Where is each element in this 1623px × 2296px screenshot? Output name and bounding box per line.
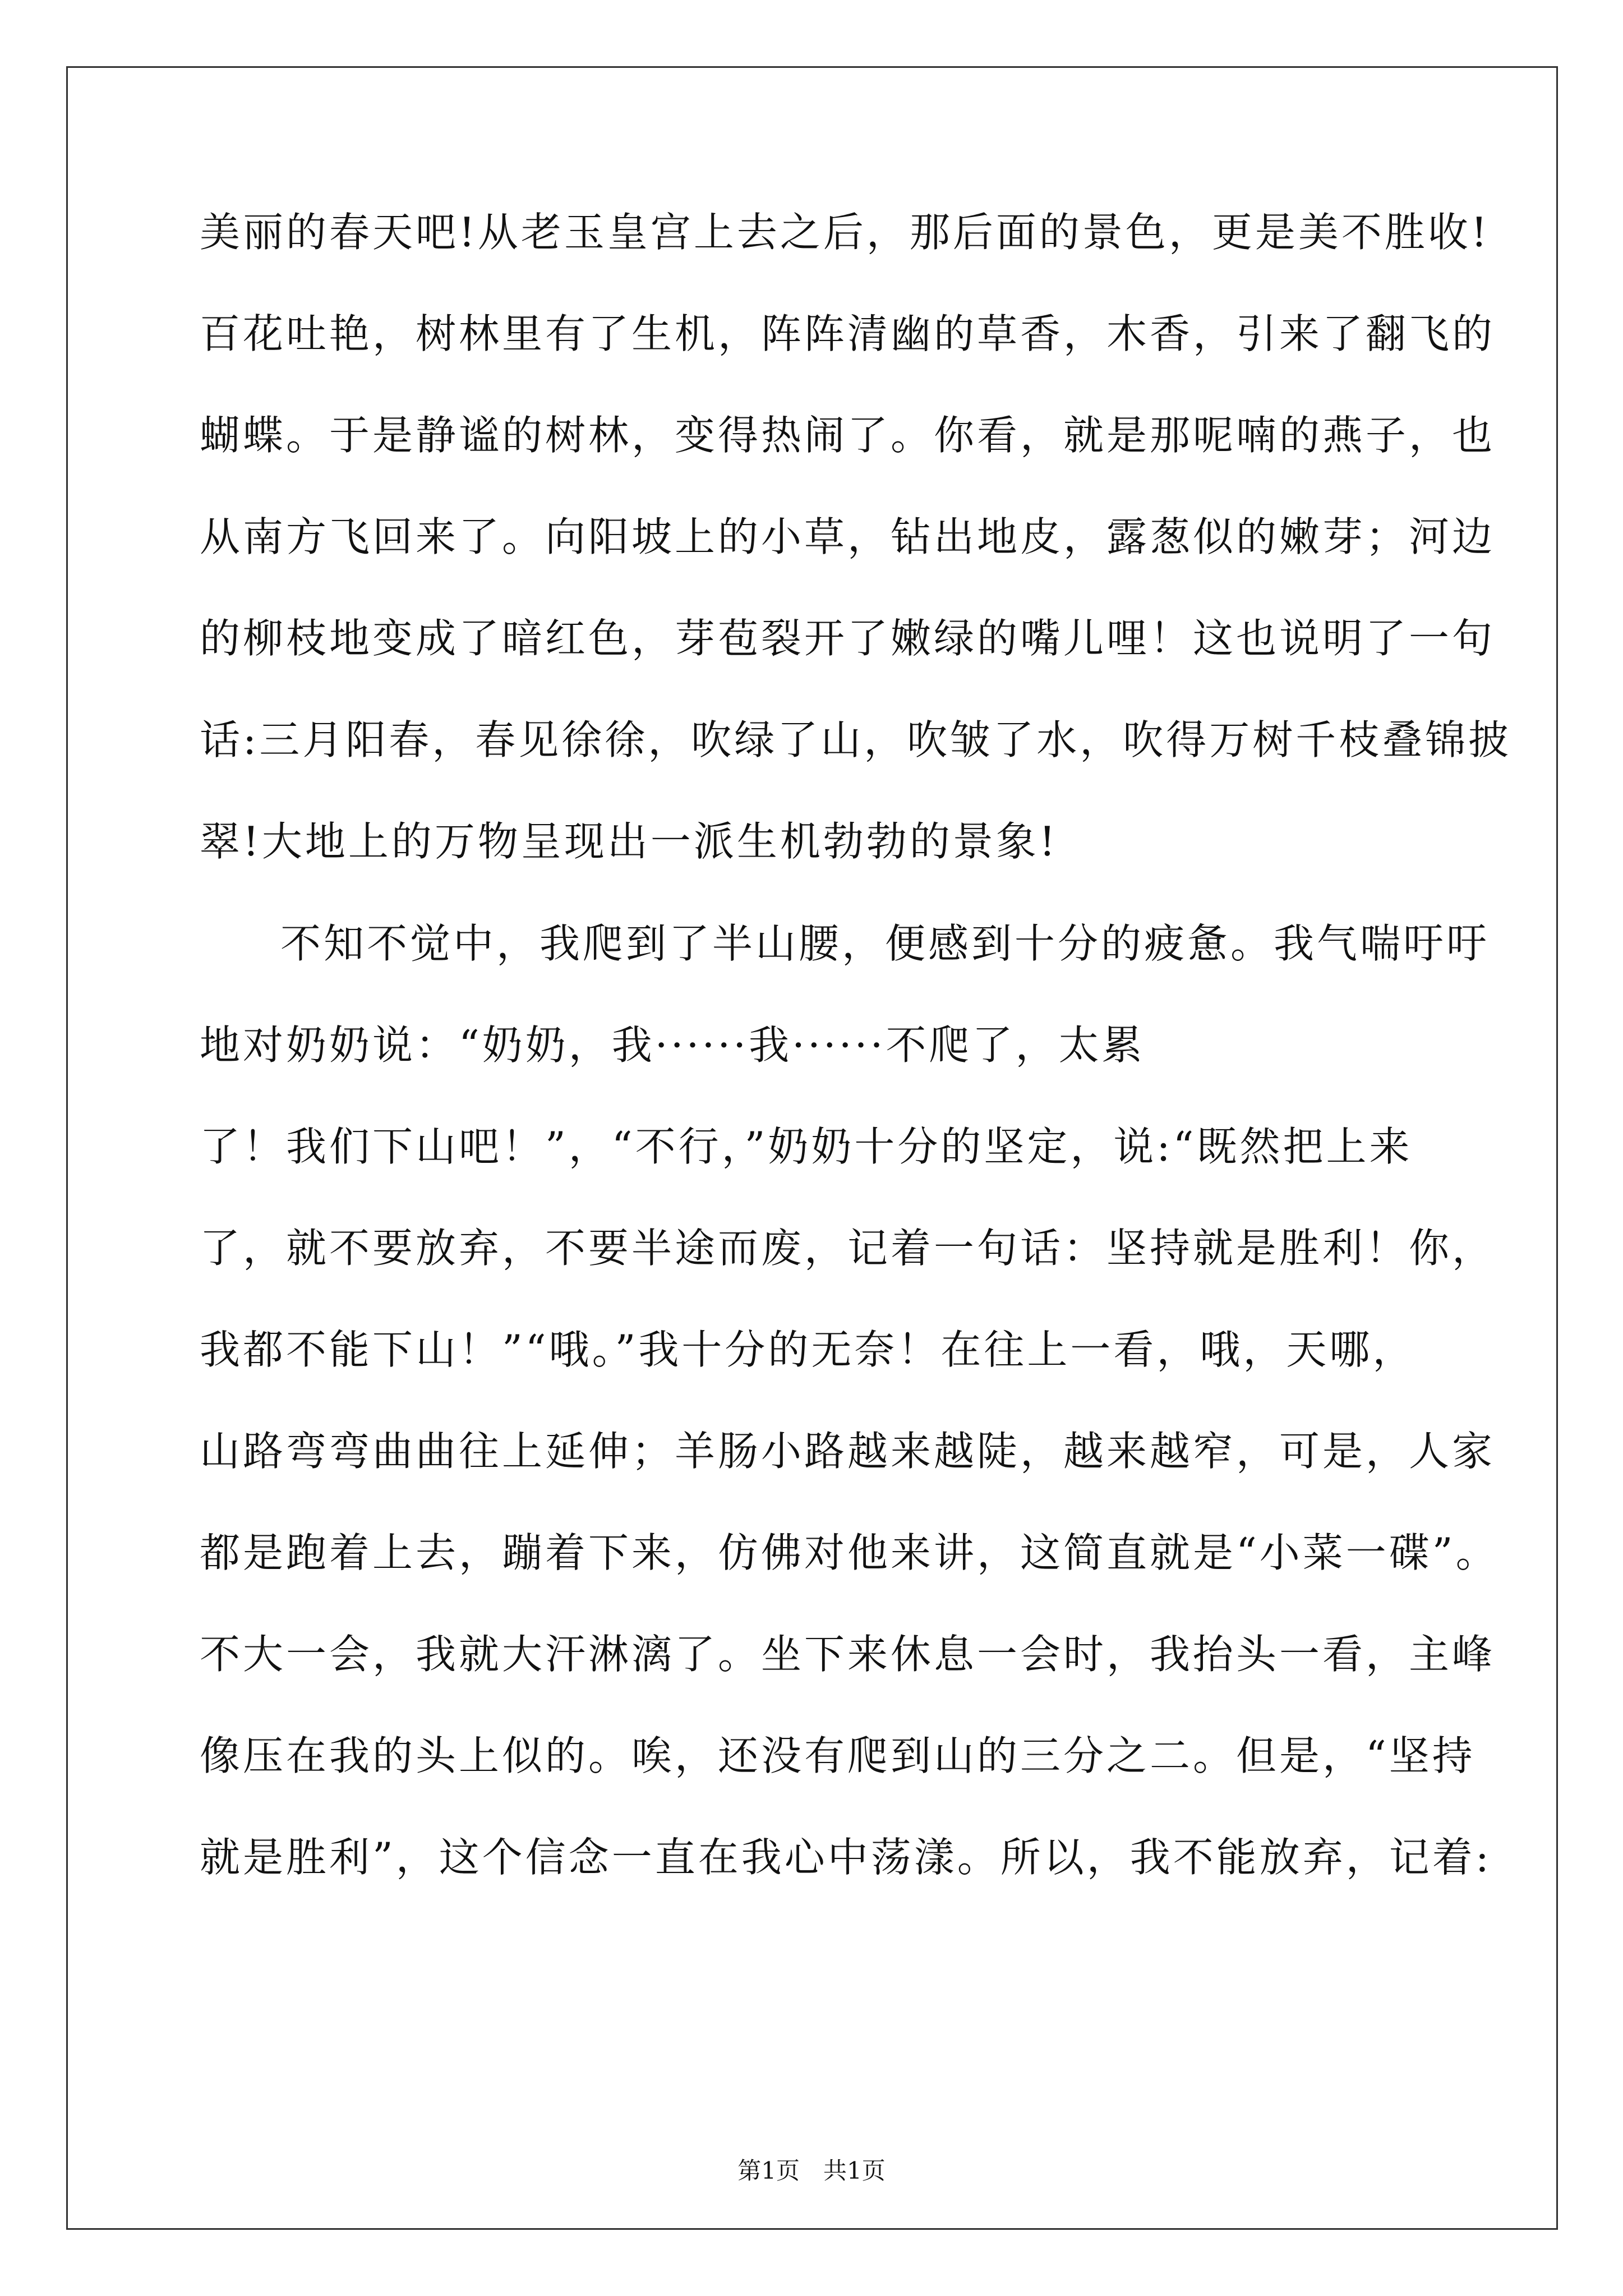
text-line: 翠!大地上的万物呈现出一派生机勃勃的景象! bbox=[200, 818, 1058, 865]
paragraph-first-line: 不知不觉中，我爬到了半山腰，便感到十分的疲惫。我气喘吁吁 bbox=[280, 920, 1490, 967]
text-line: 的柳枝地变成了暗红色，芽苞裂开了嫩绿的嘴儿哩！这也说明了一句 bbox=[200, 615, 1496, 662]
text-line: 都是跑着上去，蹦着下来，仿佛对他来讲，这简直就是“小菜一碟”。 bbox=[200, 1529, 1499, 1576]
text-line: 从南方飞回来了。向阳坡上的小草，钻出地皮，露葱似的嫩芽；河边 bbox=[200, 513, 1496, 560]
text-line: 我都不能下山！”“哦。”我十分的无奈！在往上一看，哦，天哪， bbox=[200, 1326, 1416, 1373]
text-line: 美丽的春天吧!从老玉皇宫上去之后，那后面的景色，更是美不胜收! bbox=[200, 209, 1490, 256]
text-line: 百花吐艳，树林里有了生机，阵阵清幽的草香，木香，引来了翻飞的 bbox=[200, 310, 1496, 357]
text-line: 山路弯弯曲曲往上延伸；羊肠小路越来越陡，越来越窄，可是，人家 bbox=[200, 1428, 1496, 1475]
text-line: 地对奶奶说：“奶奶，我······我······不爬了，太累 bbox=[200, 1022, 1145, 1069]
page-number-footer: 第1页 共1页 bbox=[737, 2157, 886, 2184]
text-line: 蝴蝶。于是静谧的树林，变得热闹了。你看，就是那呢喃的燕子，也 bbox=[200, 412, 1496, 459]
text-line: 不大一会，我就大汗淋漓了。坐下来休息一会时，我抬头一看，主峰 bbox=[200, 1631, 1496, 1678]
text-line: 像压在我的头上似的。唉，还没有爬到山的三分之二。但是，“坚持 bbox=[200, 1732, 1476, 1779]
text-line: 话:三月阳春，春见徐徐，吹绿了山，吹皱了水，吹得万树千枝叠锦披 bbox=[200, 716, 1512, 763]
text-line: 就是胜利”，这个信念一直在我心中荡漾。所以，我不能放弃，记着: bbox=[200, 1834, 1492, 1881]
text-line: 了！我们下山吧！”，“不行，”奶奶十分的坚定，说:“既然把上来 bbox=[200, 1123, 1413, 1170]
text-line: 了，就不要放弃，不要半途而废，记着一句话：坚持就是胜利！你， bbox=[200, 1225, 1496, 1272]
